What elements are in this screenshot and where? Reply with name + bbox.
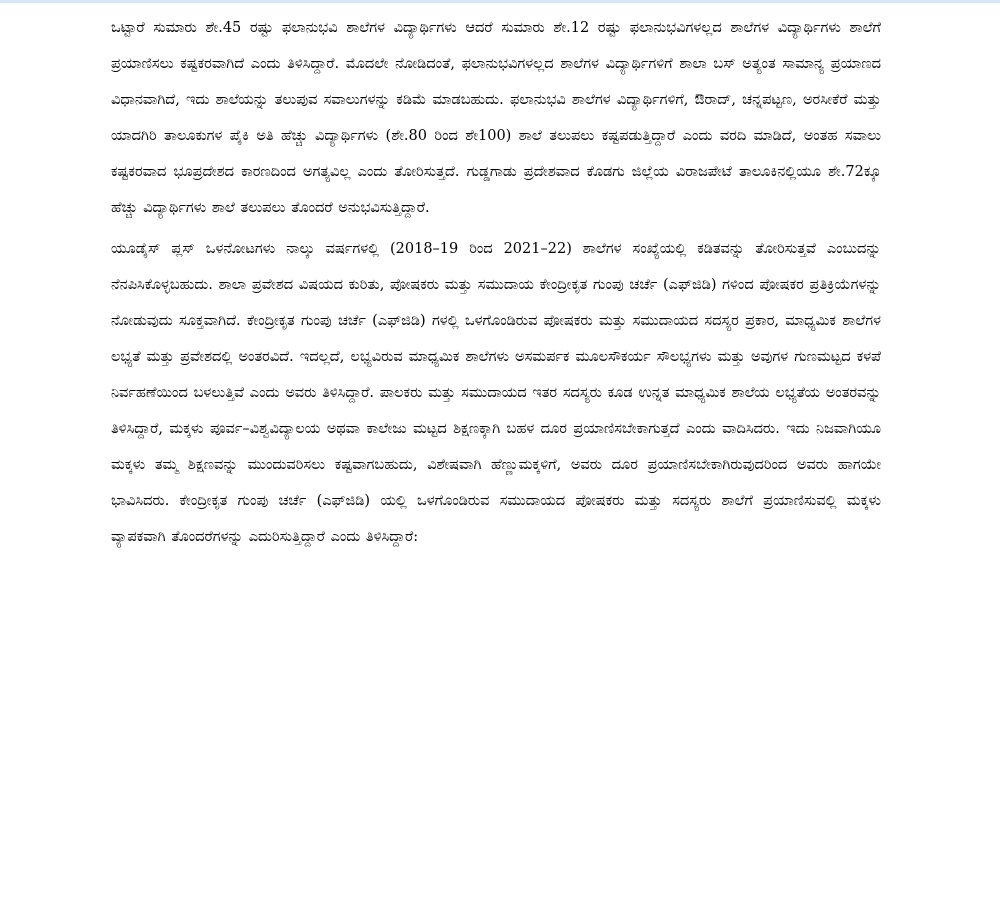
top-border: [0, 0, 1000, 3]
body-paragraph-2: ಯೂಡೈಸ್ ಪ್ಲಸ್ ಒಳನೋಟಗಳು ನಾಲ್ಕು ವರ್ಷಗಳಲ್ಲಿ (2018–19 ರಿಂದ 2021–22) ಶಾಲೆಗಳ ಸಂಖ್ಯೆಯಲ್ಲಿ ಕಡಿತವನ್ನು ತೋರಿಸುತ್ತವೆ ಎಂಬುದನ್ನು ನೆನಪಿಸಿಕೊಳ್ಳಬಹುದು. ಶಾಲಾ ಪ್ರವೇಶದ ವಿಷಯದ ಕುರಿತು, ಪೋಷಕರು ಮತ್ತು ಸಮುದಾಯ ಕೇಂದ್ರೀಕೃತ ಗುಂಪು ಚರ್ಚೆ (ಎಫ್‌ಜಿಡಿ) ಗಳಿಂದ ಪೋಷಕರ ಪ್ರತಿಕ್ರಿಯೆಗಳನ್ನು ನೋಡುವುದು ಸೂಕ್ತವಾಗಿದೆ. ಕೇಂದ್ರೀಕೃತ ಗುಂಪು ಚರ್ಚೆ (ಎಫ್‌ಜಿಡಿ) ಗಳಲ್ಲಿ ಒಳಗೊಂಡಿರುವ ಪೋಷಕರು ಮತ್ತು ಸಮುದಾಯದ ಸದಸ್ಯರ ಪ್ರಕಾರ, ಮಾಧ್ಯಮಿಕ ಶಾಲೆಗಳ ಲಭ್ಯತೆ ಮತ್ತು ಪ್ರವೇಶದಲ್ಲಿ ಅಂತರವಿದೆ. ಇದಲ್ಲದೆ, ಲಭ್ಯವಿರುವ ಮಾಧ್ಯಮಿಕ ಶಾಲೆಗಳು ಅಸಮರ್ಪಕ ಮೂಲಸೌಕರ್ಯ ಸೌಲಭ್ಯಗಳು ಮತ್ತು ಅವುಗಳ ಗುಣಮಟ್ಟದ ಕಳಪೆ ನಿರ್ವಹಣೆಯಿಂದ ಬಳಲುತ್ತಿವೆ ಎಂದು ಅವರು ತಿಳಿಸಿದ್ದಾರೆ. ಪಾಲಕರು ಮತ್ತು ಸಮುದಾಯದ ಇತರ ಸದಸ್ಯರು ಕೂಡ ಉನ್ನತ ಮಾಧ್ಯಮಿಕ ಶಾಲೆಯ ಲಭ್ಯತೆಯ ಅಂತರವನ್ನು ತಿಳಿಸಿದ್ದಾರೆ, ಮಕ್ಕಳು ಪೂರ್ವ–ವಿಶ್ವವಿದ್ಯಾಲಯ ಅಥವಾ ಕಾಲೇಜು ಮಟ್ಟದ ಶಿಕ್ಷಣಕ್ಕಾಗಿ ಬಹಳ ದೂರ ಪ್ರಯಾಣಿಸಬೇಕಾಗುತ್ತದೆ ಎಂದು ವಾದಿಸಿದರು. ಇದು ನಿಜವಾಗಿಯೂ ಮಕ್ಕಳು ತಮ್ಮ ಶಿಕ್ಷಣವನ್ನು ಮುಂದುವರಿಸಲು ಕಷ್ಟವಾಗಬಹುದು, ವಿಶೇಷವಾಗಿ ಹೆಣ್ಣುಮಕ್ಕಳಿಗೆ, ಅವರು ದೂರ ಪ್ರಯಾಣಿಸಬೇಕಾಗಿರುವುದರಿಂದ ಅವರು ಹಾಗಯೇ ಭಾವಿಸಿದರು. ಕೇಂದ್ರೀಕೃತ ಗುಂಪು ಚರ್ಚೆ (ಎಫ್‌ಜಿಡಿ) ಯಲ್ಲಿ ಒಳಗೊಂಡಿರುವ ಸಮುದಾಯದ ಪೋಷಕರು ಮತ್ತು ಸದಸ್ಯರು ಶಾಲೆಗೆ ಪ್ರಯಾಣಿಸುವಲ್ಲಿ ಮಕ್ಕಳು ವ್ಯಾಪಕವಾಗಿ ತೊಂದರೆಗಳನ್ನು ಎದುರಿಸುತ್ತಿದ್ದಾರೆ ಎಂದು ತಿಳಿಸಿದ್ದಾರೆ:: [111, 241, 881, 545]
body-paragraph-1: ಒಟ್ಟಾರೆ ಸುಮಾರು ಶೇ.45 ರಷ್ಟು ಫಲಾನುಭವಿ ಶಾಲೆಗಳ ವಿದ್ಯಾರ್ಥಿಗಳು ಆದರೆ ಸುಮಾರು ಶೇ.12 ರಷ್ಟು ಫಲಾನುಭವಿಗಳಲ್ಲದ ಶಾಲೆಗಳ ವಿದ್ಯಾರ್ಥಿಗಳು ಶಾಲೆಗೆ ಪ್ರಯಾಣಿಸಲು ಕಷ್ಟಕರವಾಗಿದೆ ಎಂದು ತಿಳಿಸಿದ್ದಾರೆ. ಮೊದಲೇ ನೋಡಿದಂತೆ, ಫಲಾನುಭವಿಗಳಲ್ಲದ ಶಾಲೆಗಳ ವಿದ್ಯಾರ್ಥಿಗಳಿಗೆ ಶಾಲಾ ಬಸ್ ಅತ್ಯಂತ ಸಾಮಾನ್ಯ ಪ್ರಯಾಣದ ವಿಧಾನವಾಗಿದೆ, ಇದು ಶಾಲೆಯನ್ನು ತಲುಪುವ ಸವಾಲುಗಳನ್ನು ಕಡಿಮೆ ಮಾಡಬಹುದು. ಫಲಾನುಭವಿ ಶಾಲೆಗಳ ವಿದ್ಯಾರ್ಥಿಗಳಿಗೆ, ಔರಾದ್, ಚನ್ನಪಟ್ಟಣ, ಅರಸೀಕೆರೆ ಮತ್ತು ಯಾದಗಿರಿ ತಾಲೂಕುಗಳ ಪೈಕಿ ಅತಿ ಹೆಚ್ಚು ವಿದ್ಯಾರ್ಥಿಗಳು (ಶೇ.80 ರಿಂದ ಶೇ100) ಶಾಲೆ ತಲುಪಲು ಕಷ್ಟಪಡುತ್ತಿದ್ದಾರೆ ಎಂದು ವರದಿ ಮಾಡಿದೆ, ಅಂತಹ ಸವಾಲು ಕಷ್ಟಕರವಾದ ಭೂಪ್ರದೇಶದ ಕಾರಣದಿಂದ ಅಗತ್ಯವಿಲ್ಲ ಎಂದು ತೋರಿಸುತ್ತದೆ. ಗುಡ್ಡಗಾಡು ಪ್ರದೇಶವಾದ ಕೊಡಗು ಜಿಲ್ಲೆಯ ವಿರಾಜಪೇಟೆ ತಾಲೂಕಿನಲ್ಲಿಯೂ ಶೇ.72ಕ್ಕೂ ಹೆಚ್ಚು ವಿದ್ಯಾರ್ಥಿಗಳು ಶಾಲೆ ತಲುಪಲು ತೊಂದರೆ ಅನುಭವಿಸುತ್ತಿದ್ದಾರೆ.: [111, 20, 881, 216]
document-page: [111, 10, 881, 555]
